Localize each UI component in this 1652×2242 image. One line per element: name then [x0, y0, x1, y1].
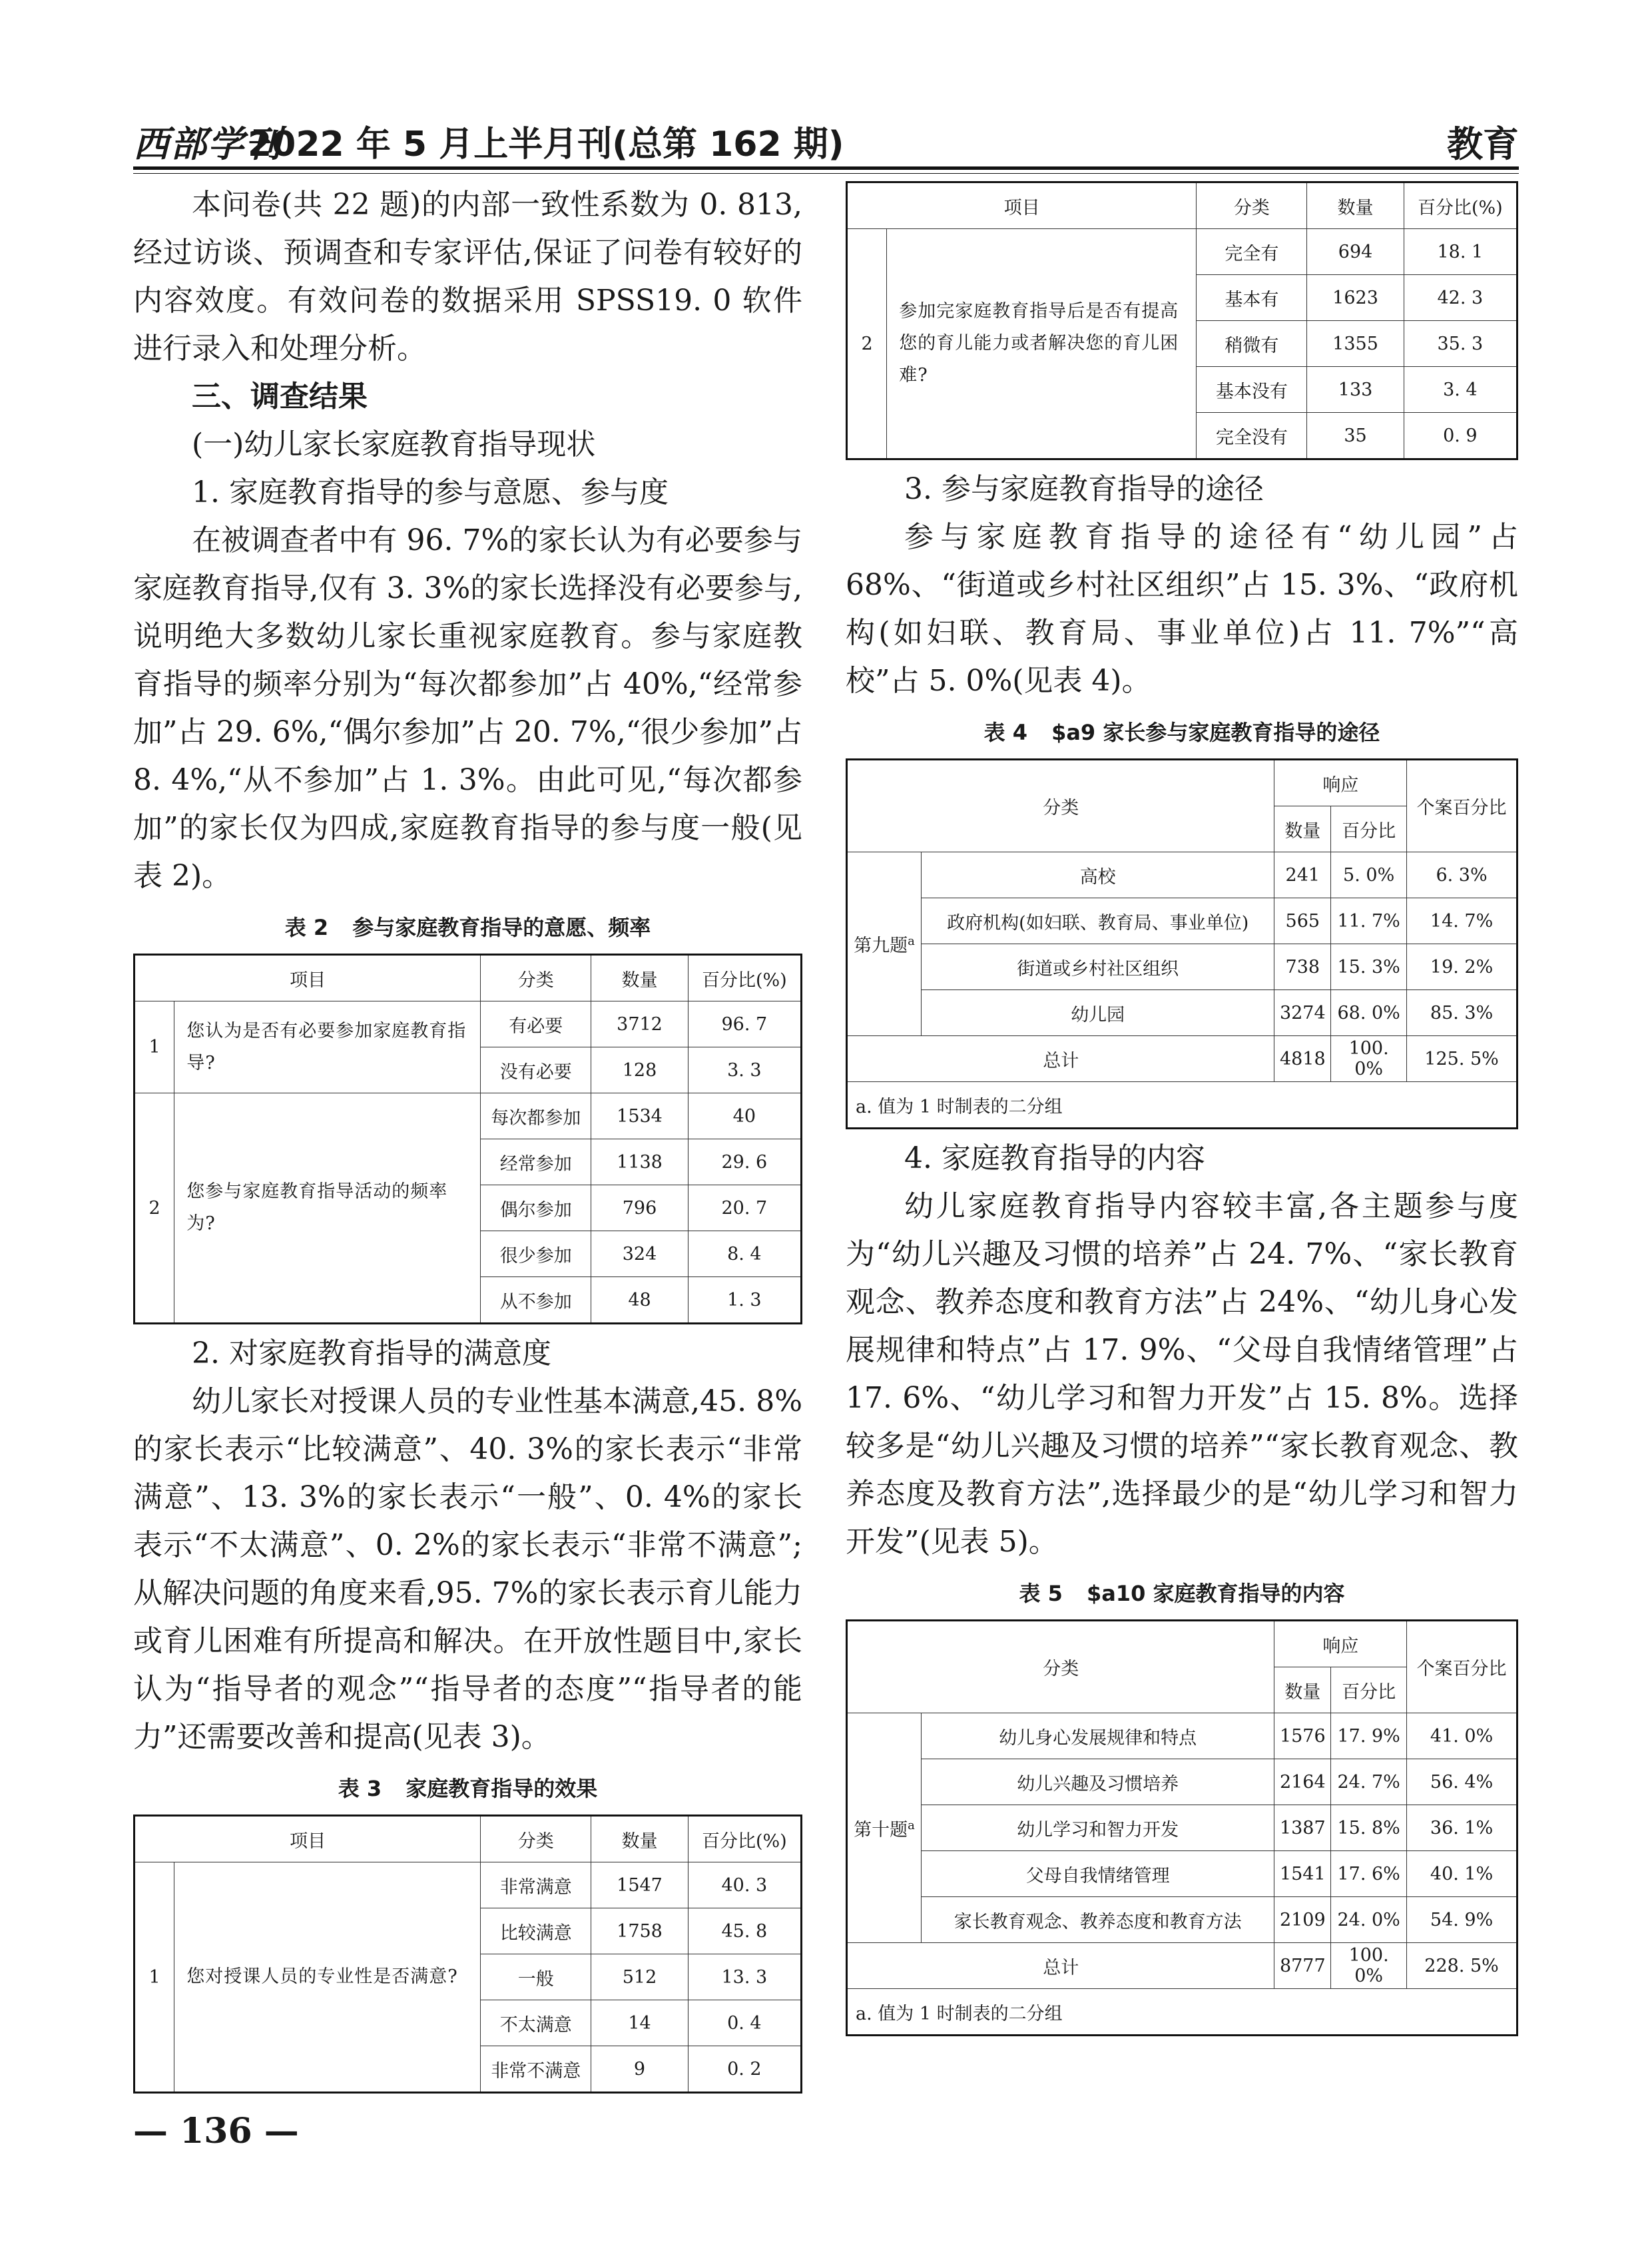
table-row: [847, 944, 1517, 990]
paragraph-willingness: 在被调查者中有 96. 7%的家长认为有必要参与家庭教育指导,仅有 3. 3%的家长选择没有必要参与,说明绝大多数幼儿家长重视家庭教育。参与家庭教育指导的频率分别为“每次都参加”占 40%,“经常参加”占 29. 6%,“偶尔参加”占 20. 7%,“很少参加”占 8. 4%,“从不参加”占 1. 3%。由此可见,“每次都参加”的家长仅为四成,家庭教育指导的参与度一般(见表 2)。: [133, 523, 802, 893]
table-row: [847, 1621, 1517, 1667]
table-3: [133, 1815, 802, 2094]
table-row: [847, 1036, 1517, 1082]
percent-cell: 24. 7%: [1331, 1759, 1407, 1805]
table-2-number: 表 2: [284, 915, 329, 940]
table-3-title: 家庭教育指导的效果: [406, 1776, 598, 1801]
case-percent-cell: 54. 9%: [1407, 1897, 1517, 1943]
percent-cell: 100. 0%: [1331, 1943, 1407, 1989]
category-cell: 基本有: [1197, 275, 1307, 321]
count-cell: 35: [1307, 413, 1404, 459]
count-cell: 1623: [1307, 275, 1404, 321]
category-cell: 父母自我情绪管理: [921, 1851, 1274, 1897]
count-cell: 565: [1274, 898, 1331, 944]
paragraph-reliability: 本问卷(共 22 题)的内部一致性系数为 0. 813,经过访谈、预调查和专家评估,保证了问卷有较好的内容效度。有效问卷的数据采用 SPSS19. 0 软件进行录入和处理分析。: [133, 188, 802, 366]
group-label: [847, 852, 922, 1036]
category-cell: 没有必要: [481, 1047, 591, 1093]
heading-willingness: 1. 家庭教育指导的参与意愿、参与度: [192, 475, 669, 509]
percent-cell: 35. 3: [1404, 321, 1517, 367]
table-note: a. 值为 1 时制表的二分组: [847, 1082, 1517, 1129]
case-percent-cell: 228. 5%: [1407, 1943, 1517, 1989]
header-cell: 数量: [591, 955, 688, 1001]
paragraph-satisfaction: 幼儿家长对授课人员的专业性基本满意,45. 8%的家长表示“比较满意”、40. 3%的家长表示“非常满意”、13. 3%的家长表示“一般”、0. 4%的家长表示“不太满意”、0. 2%的家长表示“非常不满意”;从解决问题的角度来看,95. 7%的家长表示育儿能力或育儿困难有所提高和解决。在开放性题目中,家长认为“指导者的观念”“指导者的态度”“指导者的能力”还需要改善和提高(见表 3)。: [133, 1384, 802, 1754]
table-row: [847, 760, 1517, 806]
question-text: 您参与家庭教育指导活动的频率为?: [174, 1093, 481, 1324]
category-cell: 幼儿园: [921, 990, 1274, 1036]
table-note: a. 值为 1 时制表的二分组: [847, 1989, 1517, 2036]
case-percent-cell: 40. 1%: [1407, 1851, 1517, 1897]
category-cell: 完全有: [1197, 229, 1307, 275]
count-cell: 694: [1307, 229, 1404, 275]
count-cell: 9: [591, 2046, 688, 2093]
percent-cell: 0. 4: [688, 2000, 801, 2046]
question-number: 2: [847, 229, 887, 459]
table-3-number: 表 3: [338, 1776, 382, 1801]
page-number: — 136 —: [133, 2111, 299, 2151]
percent-cell: 17. 6%: [1331, 1851, 1407, 1897]
table-2-caption: [133, 911, 802, 942]
count-cell: 1355: [1307, 321, 1404, 367]
percent-cell: 24. 0%: [1331, 1897, 1407, 1943]
table-row: [847, 1805, 1517, 1851]
table-row: [847, 182, 1517, 229]
header-cell: 数量: [1307, 182, 1404, 229]
percent-cell: 3. 3: [688, 1047, 801, 1093]
header-cell: 数量: [591, 1816, 688, 1862]
case-percent-cell: 14. 7%: [1407, 898, 1517, 944]
category-cell: 偶尔参加: [481, 1185, 591, 1231]
section-name: 教育: [1447, 123, 1519, 165]
count-cell: 324: [591, 1231, 688, 1277]
table-5-caption: [846, 1577, 1518, 1607]
header-cell: 百分比(%): [1404, 182, 1517, 229]
total-label: 总计: [847, 1036, 1274, 1082]
count-cell: 1387: [1274, 1805, 1331, 1851]
table-5-title: $a10 家庭教育指导的内容: [1086, 1581, 1345, 1606]
percent-cell: 11. 7%: [1331, 898, 1407, 944]
group-label: [847, 1713, 922, 1943]
case-percent-cell: 125. 5%: [1407, 1036, 1517, 1082]
count-cell: 48: [591, 1277, 688, 1324]
header-cell: 个案百分比: [1407, 1621, 1517, 1713]
count-cell: 1547: [591, 1862, 688, 1908]
category-cell: 非常不满意: [481, 2046, 591, 2093]
count-cell: 1758: [591, 1908, 688, 1954]
count-cell: 2109: [1274, 1897, 1331, 1943]
heading-status: (一)幼儿家长家庭教育指导现状: [192, 427, 596, 461]
table-row: [135, 1862, 802, 1908]
header-cell: 数量: [1274, 806, 1331, 852]
category-cell: 稍微有: [1197, 321, 1307, 367]
header-cell: 分类: [847, 1621, 1274, 1713]
percent-cell: 13. 3: [688, 1954, 801, 2000]
percent-cell: 5. 0%: [1331, 852, 1407, 898]
issue-info: 2022 年 5 月上半月刊(总第 162 期): [248, 125, 844, 164]
header-cell: 百分比(%): [688, 1816, 801, 1862]
header-cell: 分类: [1197, 182, 1307, 229]
category-cell: 幼儿学习和智力开发: [921, 1805, 1274, 1851]
count-cell: 738: [1274, 944, 1331, 990]
category-cell: 很少参加: [481, 1231, 591, 1277]
category-cell: 家长教育观念、教养态度和教育方法: [921, 1897, 1274, 1943]
header-cell: 响应: [1274, 760, 1407, 806]
header-cell: 百分比(%): [688, 955, 801, 1001]
count-cell: 8777: [1274, 1943, 1331, 1989]
table-4-caption: [846, 716, 1518, 746]
category-cell: 不太满意: [481, 2000, 591, 2046]
count-cell: 2164: [1274, 1759, 1331, 1805]
group-text: 第九题: [854, 936, 908, 956]
category-cell: 街道或乡村社区组织: [921, 944, 1274, 990]
percent-cell: 1. 3: [688, 1277, 801, 1324]
category-cell: 幼儿兴趣及习惯培养: [921, 1759, 1274, 1805]
count-cell: 1138: [591, 1139, 688, 1185]
table-2: [133, 954, 802, 1324]
question-number: 1: [135, 1862, 174, 2093]
category-cell: 一般: [481, 1954, 591, 2000]
header-rule-thin: [133, 173, 1519, 174]
header-cell: 个案百分比: [1407, 760, 1517, 852]
table-row: [847, 1082, 1517, 1129]
percent-cell: 42. 3: [1404, 275, 1517, 321]
left-column: [133, 181, 802, 2094]
footnote-marker: a: [908, 934, 915, 948]
table-row: [135, 1001, 802, 1047]
category-cell: 幼儿身心发展规律和特点: [921, 1713, 1274, 1759]
header-cell: 数量: [1274, 1667, 1331, 1713]
paragraph-channels: 参与家庭教育指导的途径有“幼儿园”占 68%、“街道或乡村社区组织”占 15. 3%、“政府机构(如妇联、教育局、事业单位)占 11. 7%”“高校”占 5. 0%(见表 4)。: [846, 520, 1518, 698]
case-percent-cell: 19. 2%: [1407, 944, 1517, 990]
heading-content: 4. 家庭教育指导的内容: [904, 1141, 1205, 1175]
percent-cell: 15. 3%: [1331, 944, 1407, 990]
percent-cell: 20. 7: [688, 1185, 801, 1231]
case-percent-cell: 36. 1%: [1407, 1805, 1517, 1851]
group-text: 第十题: [854, 1819, 908, 1840]
table-row: [847, 1759, 1517, 1805]
category-cell: 非常满意: [481, 1862, 591, 1908]
question-text: 您对授课人员的专业性是否满意?: [174, 1862, 481, 2093]
table-row: [847, 1851, 1517, 1897]
percent-cell: 3. 4: [1404, 367, 1517, 413]
question-number: 2: [135, 1093, 174, 1324]
heading-channels: 3. 参与家庭教育指导的途径: [904, 472, 1264, 506]
table-4-number: 表 4: [983, 720, 1028, 745]
percent-cell: 96. 7: [688, 1001, 801, 1047]
table-row: [135, 1093, 802, 1139]
total-label: 总计: [847, 1943, 1274, 1989]
count-cell: 241: [1274, 852, 1331, 898]
category-cell: 比较满意: [481, 1908, 591, 1954]
header-cell: 响应: [1274, 1621, 1407, 1667]
case-percent-cell: 56. 4%: [1407, 1759, 1517, 1805]
header-cell: 分类: [481, 955, 591, 1001]
percent-cell: 15. 8%: [1331, 1805, 1407, 1851]
case-percent-cell: 6. 3%: [1407, 852, 1517, 898]
count-cell: 1541: [1274, 1851, 1331, 1897]
category-cell: 经常参加: [481, 1139, 591, 1185]
header-rule: [133, 166, 1519, 170]
percent-cell: 45. 8: [688, 1908, 801, 1954]
category-cell: 基本没有: [1197, 367, 1307, 413]
percent-cell: 0. 2: [688, 2046, 801, 2093]
table-4-title: $a9 家长参与家庭教育指导的途径: [1051, 720, 1380, 745]
table-row: [847, 229, 1517, 275]
count-cell: 1534: [591, 1093, 688, 1139]
header-cell: 分类: [481, 1816, 591, 1862]
percent-cell: 0. 9: [1404, 413, 1517, 459]
percent-cell: 68. 0%: [1331, 990, 1407, 1036]
heading-results: 三、调查结果: [192, 380, 368, 414]
table-3-caption: [133, 1772, 802, 1803]
table-5-number: 表 5: [1019, 1581, 1063, 1606]
header-cell: 项目: [135, 955, 481, 1001]
header-cell: 项目: [847, 182, 1197, 229]
question-text: 参加完家庭教育指导后是否有提高您的育儿能力或者解决您的育儿困难?: [887, 229, 1197, 459]
table-3-continued: [846, 181, 1518, 460]
percent-cell: 100. 0%: [1331, 1036, 1407, 1082]
count-cell: 4818: [1274, 1036, 1331, 1082]
header-cell: 百分比: [1331, 806, 1407, 852]
running-header: [133, 112, 1519, 165]
count-cell: 128: [591, 1047, 688, 1093]
table-row: [135, 1816, 802, 1862]
table-row: [847, 1943, 1517, 1989]
count-cell: 1576: [1274, 1713, 1331, 1759]
table-5: [846, 1619, 1518, 2036]
count-cell: 3274: [1274, 990, 1331, 1036]
table-row: [847, 990, 1517, 1036]
category-cell: 每次都参加: [481, 1093, 591, 1139]
percent-cell: 8. 4: [688, 1231, 801, 1277]
table-row: [847, 898, 1517, 944]
category-cell: 政府机构(如妇联、教育局、事业单位): [921, 898, 1274, 944]
category-cell: 高校: [921, 852, 1274, 898]
count-cell: 133: [1307, 367, 1404, 413]
right-column: [846, 181, 1518, 2036]
category-cell: 有必要: [481, 1001, 591, 1047]
count-cell: 14: [591, 2000, 688, 2046]
percent-cell: 29. 6: [688, 1139, 801, 1185]
header-cell: 百分比: [1331, 1667, 1407, 1713]
percent-cell: 40: [688, 1093, 801, 1139]
percent-cell: 17. 9%: [1331, 1713, 1407, 1759]
category-cell: 从不参加: [481, 1277, 591, 1324]
paragraph-content: 幼儿家庭教育指导内容较丰富,各主题参与度为“幼儿兴趣及习惯的培养”占 24. 7%、“家长教育观念、教养态度和教育方法”占 24%、“幼儿身心发展规律和特点”占 17. 9%、“父母自我情绪管理”占 17. 6%、“幼儿学习和智力开发”占 15. 8%。选择较多是“幼儿兴趣及习惯的培养”“家长教育观念、教养态度及教育方法”,选择最少的是“幼儿学习和智力开发”(见表 5)。: [846, 1189, 1518, 1559]
footnote-marker: a: [908, 1818, 915, 1832]
case-percent-cell: 85. 3%: [1407, 990, 1517, 1036]
header-cell: 项目: [135, 1816, 481, 1862]
table-4: [846, 758, 1518, 1129]
question-number: 1: [135, 1001, 174, 1093]
heading-satisfaction: 2. 对家庭教育指导的满意度: [192, 1336, 551, 1370]
table-2-title: 参与家庭教育指导的意愿、频率: [352, 915, 651, 940]
table-row: [847, 852, 1517, 898]
percent-cell: 18. 1: [1404, 229, 1517, 275]
percent-cell: 40. 3: [688, 1862, 801, 1908]
count-cell: 796: [591, 1185, 688, 1231]
header-cell: 分类: [847, 760, 1274, 852]
count-cell: 3712: [591, 1001, 688, 1047]
table-row: [847, 1989, 1517, 2036]
question-text: 您认为是否有必要参加家庭教育指导?: [174, 1001, 481, 1093]
table-row: [847, 1897, 1517, 1943]
count-cell: 512: [591, 1954, 688, 2000]
table-row: [847, 1713, 1517, 1759]
case-percent-cell: 41. 0%: [1407, 1713, 1517, 1759]
category-cell: 完全没有: [1197, 413, 1307, 459]
journal-logo: 西部学刊: [133, 123, 282, 165]
table-row: [135, 955, 802, 1001]
